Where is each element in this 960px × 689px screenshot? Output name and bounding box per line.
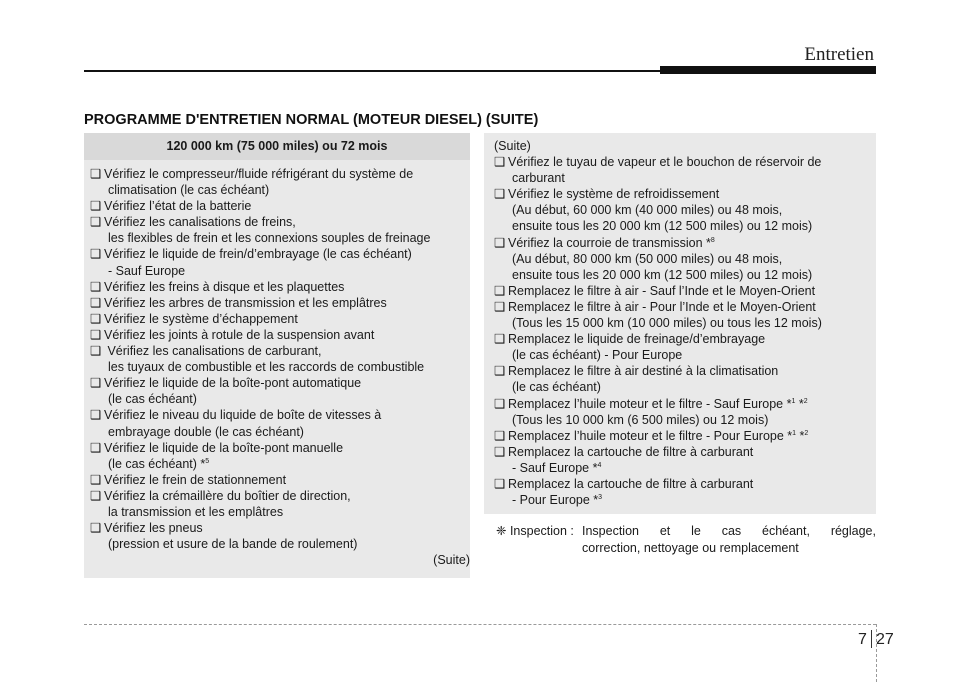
footnote-marker: 4 [597, 461, 602, 469]
list-item [494, 283, 874, 299]
list-item-text: Vérifiez les pneus [104, 521, 203, 536]
list-item-text: Vérifiez la courroie de transmission * [508, 235, 711, 250]
list-item [90, 488, 470, 504]
list-item [494, 460, 874, 476]
left-panel [84, 133, 470, 578]
left-panel-list [90, 166, 470, 568]
list-item [90, 230, 470, 246]
list-item-text: Vérifiez le liquide de la boîte-pont automatique [104, 376, 362, 391]
list-item-text: - Pour Europe * [512, 493, 599, 508]
list-item [90, 391, 470, 407]
list-item [90, 407, 470, 423]
list-item [90, 246, 470, 262]
list-item [494, 476, 874, 492]
checkbox-icon: ❑ [90, 199, 102, 214]
footnote-marker: 5 [205, 457, 210, 465]
page-heading: PROGRAMME D'ENTRETIEN NORMAL (MOTEUR DIESEL) (SUITE) [84, 112, 539, 128]
list-item-text: (Au début, 80 000 km (50 000 miles) ou 48 mois, [512, 251, 783, 266]
list-item-text: Remplacez le filtre à air - Sauf l’Inde et le Moyen-Orient [508, 283, 816, 298]
checkbox-icon: ❑ [90, 488, 102, 503]
list-item-text: (pression et usure de la bande de roulement) [108, 537, 358, 552]
list-item [90, 552, 470, 568]
checkbox-icon: ❑ [90, 279, 102, 294]
list-item-text: (Suite) [494, 139, 531, 153]
list-item [90, 375, 470, 391]
list-item [494, 170, 874, 186]
footer-rule [84, 624, 876, 625]
list-item [494, 428, 874, 444]
checkbox-icon: ❑ [90, 344, 102, 359]
list-item-text: Vérifiez le liquide de la boîte-pont manuelle [104, 440, 344, 455]
list-item [90, 504, 470, 520]
checkbox-icon: ❑ [494, 299, 506, 314]
list-item-text: (le cas échéant) [512, 380, 601, 395]
list-item-text: les flexibles de frein et les connexions souples de freinage [108, 231, 431, 246]
list-item-text: Vérifiez les canalisations de freins, [104, 215, 296, 230]
list-item-text: Vérifiez les canalisations de carburant, [104, 344, 322, 359]
right-panel-list [494, 138, 874, 508]
list-item [494, 363, 874, 379]
list-item-text: (Suite) [433, 553, 470, 568]
list-item [494, 154, 874, 170]
list-item-text: (le cas échéant) - Pour Europe [512, 348, 683, 363]
list-item-text: Vérifiez la crémaillère du boîtier de direction, [104, 488, 351, 503]
page-number: 27 [876, 631, 894, 648]
checkbox-icon: ❑ [90, 472, 102, 487]
list-item-text: (Au début, 60 000 km (40 000 miles) ou 48 mois, [512, 203, 783, 218]
inspection-note-line1: Inspection et le cas échéant, réglage, [582, 524, 876, 538]
checkbox-icon: ❑ [494, 332, 506, 347]
list-item [494, 412, 874, 428]
list-item-text: * [796, 428, 805, 443]
checkbox-icon: ❑ [90, 376, 102, 391]
list-item [494, 379, 874, 395]
page-number-divider [871, 630, 872, 648]
list-item-text: carburant [512, 171, 565, 186]
list-item-text: Vérifiez les arbres de transmission et les emplâtres [104, 295, 387, 310]
list-item-text: Vérifiez le système de refroidissement [508, 187, 720, 202]
list-item [90, 520, 470, 536]
list-item-text: Vérifiez le tuyau de vapeur et le bouchon de réservoir de [508, 155, 822, 170]
list-item [90, 440, 470, 456]
list-item [90, 166, 470, 182]
list-item [90, 536, 470, 552]
list-item [494, 218, 874, 234]
checkbox-icon: ❑ [90, 167, 102, 181]
list-item [494, 299, 874, 315]
chapter-number: 7 [858, 631, 867, 648]
checkbox-icon: ❑ [90, 521, 102, 536]
list-item [90, 424, 470, 440]
list-item [494, 186, 874, 202]
list-item [90, 214, 470, 230]
list-item-text: (Tous les 15 000 km (10 000 miles) ou tous les 12 mois) [512, 316, 822, 331]
list-item [494, 444, 874, 460]
list-item-text: * [795, 396, 804, 411]
list-item [90, 311, 470, 327]
checkbox-icon: ❑ [494, 476, 506, 491]
list-item [494, 315, 874, 331]
list-item [90, 182, 470, 198]
checkbox-icon: ❑ [90, 408, 102, 423]
list-item-text: embrayage double (le cas échéant) [108, 424, 304, 439]
list-item [90, 343, 470, 359]
list-item-text: Remplacez l’huile moteur et le filtre - Pour Europe * [508, 428, 793, 443]
checkbox-icon: ❑ [494, 155, 506, 170]
list-item [494, 396, 874, 412]
list-item-text: Vérifiez le frein de stationnement [104, 472, 287, 487]
header-rule-bold [660, 66, 876, 74]
footnote-marker: 1 [792, 429, 797, 437]
list-item [494, 138, 874, 154]
inspection-note [496, 523, 876, 556]
list-item [90, 327, 470, 343]
right-panel [484, 133, 876, 514]
list-item-text: Vérifiez les freins à disque et les plaquettes [104, 279, 345, 294]
checkbox-icon: ❑ [90, 247, 102, 262]
checkbox-icon: ❑ [90, 295, 102, 310]
list-item-text: Remplacez le filtre à air destiné à la climatisation [508, 364, 779, 379]
list-item-text: Vérifiez le système d’échappement [104, 311, 298, 326]
list-item-text: climatisation (le cas échéant) [108, 183, 270, 198]
checkbox-icon: ❑ [90, 311, 102, 326]
checkbox-icon: ❑ [494, 283, 506, 298]
checkbox-icon: ❑ [494, 235, 506, 250]
list-item-text: Vérifiez le niveau du liquide de boîte de vitesses à [104, 408, 382, 423]
list-item-text: Vérifiez l’état de la batterie [104, 199, 252, 214]
footnote-marker: 3 [598, 494, 603, 502]
list-item [90, 279, 470, 295]
list-item [494, 331, 874, 347]
list-item [90, 263, 470, 279]
list-item [494, 347, 874, 363]
list-item-text: ensuite tous les 20 000 km (12 500 miles) ou 12 mois) [512, 219, 813, 234]
header-rule [84, 70, 664, 72]
list-item-text: la transmission et les emplâtres [108, 504, 284, 519]
checkbox-icon: ❑ [494, 428, 506, 443]
list-item-text: - Sauf Europe * [512, 460, 598, 475]
list-item-text: ensuite tous les 20 000 km (12 500 miles) ou 12 mois) [512, 267, 813, 282]
footnote-marker: 8 [710, 236, 715, 244]
list-item [494, 235, 874, 251]
inspection-note-line2: correction, nettoyage ou remplacement [582, 540, 799, 555]
list-item [90, 472, 470, 488]
list-item-text: Remplacez la cartouche de filtre à carburant [508, 476, 754, 491]
list-item [494, 251, 874, 267]
list-item-text: Vérifiez les joints à rotule de la suspension avant [104, 327, 375, 342]
list-item-text: les tuyaux de combustible et les raccords de combustible [108, 360, 425, 375]
list-item [494, 492, 874, 508]
list-item-text: Remplacez la cartouche de filtre à carburant [508, 444, 754, 459]
footnote-marker: 2 [804, 429, 809, 437]
list-item-text: (le cas échéant) * [108, 456, 206, 471]
list-item [494, 267, 874, 283]
list-item-text: - Sauf Europe [108, 263, 186, 278]
checkbox-icon: ❑ [494, 396, 506, 411]
list-item-text: Remplacez le filtre à air - Pour l’Inde et le Moyen-Orient [508, 299, 816, 314]
list-item-text: (le cas échéant) [108, 392, 197, 407]
list-item-text: Vérifiez le compresseur/fluide réfrigérant du système de [104, 167, 414, 181]
checkbox-icon: ❑ [494, 364, 506, 379]
list-item [90, 359, 470, 375]
checkbox-icon: ❑ [90, 440, 102, 455]
list-item [90, 295, 470, 311]
checkbox-icon: ❑ [90, 215, 102, 230]
left-panel-title: 120 000 km (75 000 miles) ou 72 mois [84, 133, 470, 160]
footnote-marker: 2 [803, 397, 808, 405]
section-title: Entretien [804, 44, 874, 65]
list-item-text: Remplacez l’huile moteur et le filtre - Sauf Europe * [508, 396, 792, 411]
list-item [90, 198, 470, 214]
footnote-marker: 1 [791, 397, 796, 405]
list-item-text: Remplacez le liquide de freinage/d’embrayage [508, 332, 766, 347]
checkbox-icon: ❑ [494, 444, 506, 459]
list-item-text: Vérifiez le liquide de frein/d’embrayage (le cas échéant) [104, 247, 412, 262]
checkbox-icon: ❑ [90, 327, 102, 342]
checkbox-icon: ❑ [494, 187, 506, 202]
list-item [494, 202, 874, 218]
list-item-text: (Tous les 10 000 km (6 500 miles) ou 12 mois) [512, 412, 769, 427]
inspection-note-prefix: ❈ Inspection : [496, 524, 574, 538]
list-item [90, 456, 470, 472]
